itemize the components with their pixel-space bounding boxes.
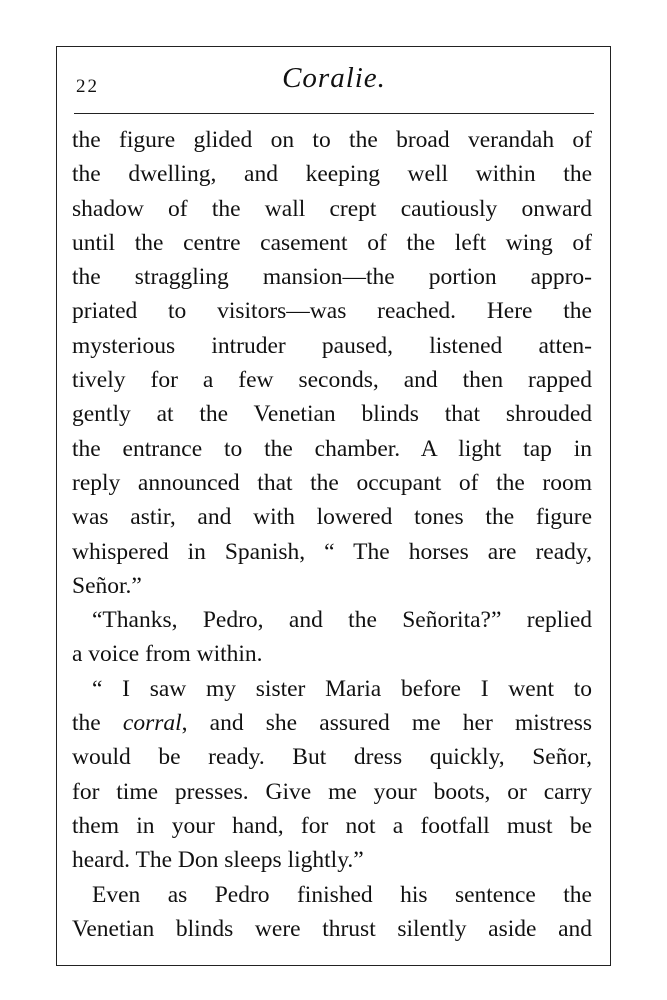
text-line: was astir, and with lowered tones the figure <box>72 504 592 531</box>
text-line: heard. The Don sleeps lightly.” <box>72 847 364 874</box>
text-line: the figure glided on to the broad verandah of <box>72 127 592 153</box>
text-line: Venetian blinds were thrust silently aside and <box>72 915 592 942</box>
text-line: whispered in Spanish, “ The horses are ready, <box>72 538 592 565</box>
text-segment: the <box>72 710 123 737</box>
text-line: reply announced that the occupant of the room <box>72 469 592 496</box>
body-text <box>72 123 592 946</box>
header-rule <box>74 113 594 114</box>
text-line: priated to visitors—was reached. Here the <box>72 298 592 325</box>
page-number: 22 <box>76 76 99 97</box>
text-line: Señor.” <box>72 572 142 599</box>
text-line: “ I saw my sister Maria before I went to <box>92 675 592 702</box>
text-line: Even as Pedro finished his sentence the <box>92 881 592 908</box>
text-line: them in your hand, for not a footfall must be <box>72 812 592 839</box>
italic-word: corral <box>122 710 182 737</box>
text-line: mysterious intruder paused, listened atten- <box>72 332 592 359</box>
running-title: Coralie. <box>282 62 386 94</box>
text-line: tively for a few seconds, and then rapped <box>72 367 592 394</box>
text-line: the dwelling, and keeping well within the <box>72 161 592 188</box>
running-head <box>76 62 592 102</box>
text-line-with-italic <box>72 706 592 740</box>
text-line: “Thanks, Pedro, and the Señorita?” replied <box>92 607 592 634</box>
text-line: for time presses. Give me your boots, or carry <box>72 778 592 805</box>
text-line: would be ready. But dress quickly, Señor, <box>72 744 592 771</box>
text-line: the straggling mansion—the portion appro- <box>72 264 592 291</box>
text-line: gently at the Venetian blinds that shrouded <box>72 401 592 428</box>
text-segment: , and she assured me her mistress <box>181 710 592 737</box>
text-line: shadow of the wall crept cautiously onward <box>72 195 592 222</box>
text-line: until the centre casement of the left wing of <box>72 229 592 256</box>
text-line: the entrance to the chamber. A light tap in <box>72 435 592 462</box>
text-line: a voice from within. <box>72 641 263 668</box>
